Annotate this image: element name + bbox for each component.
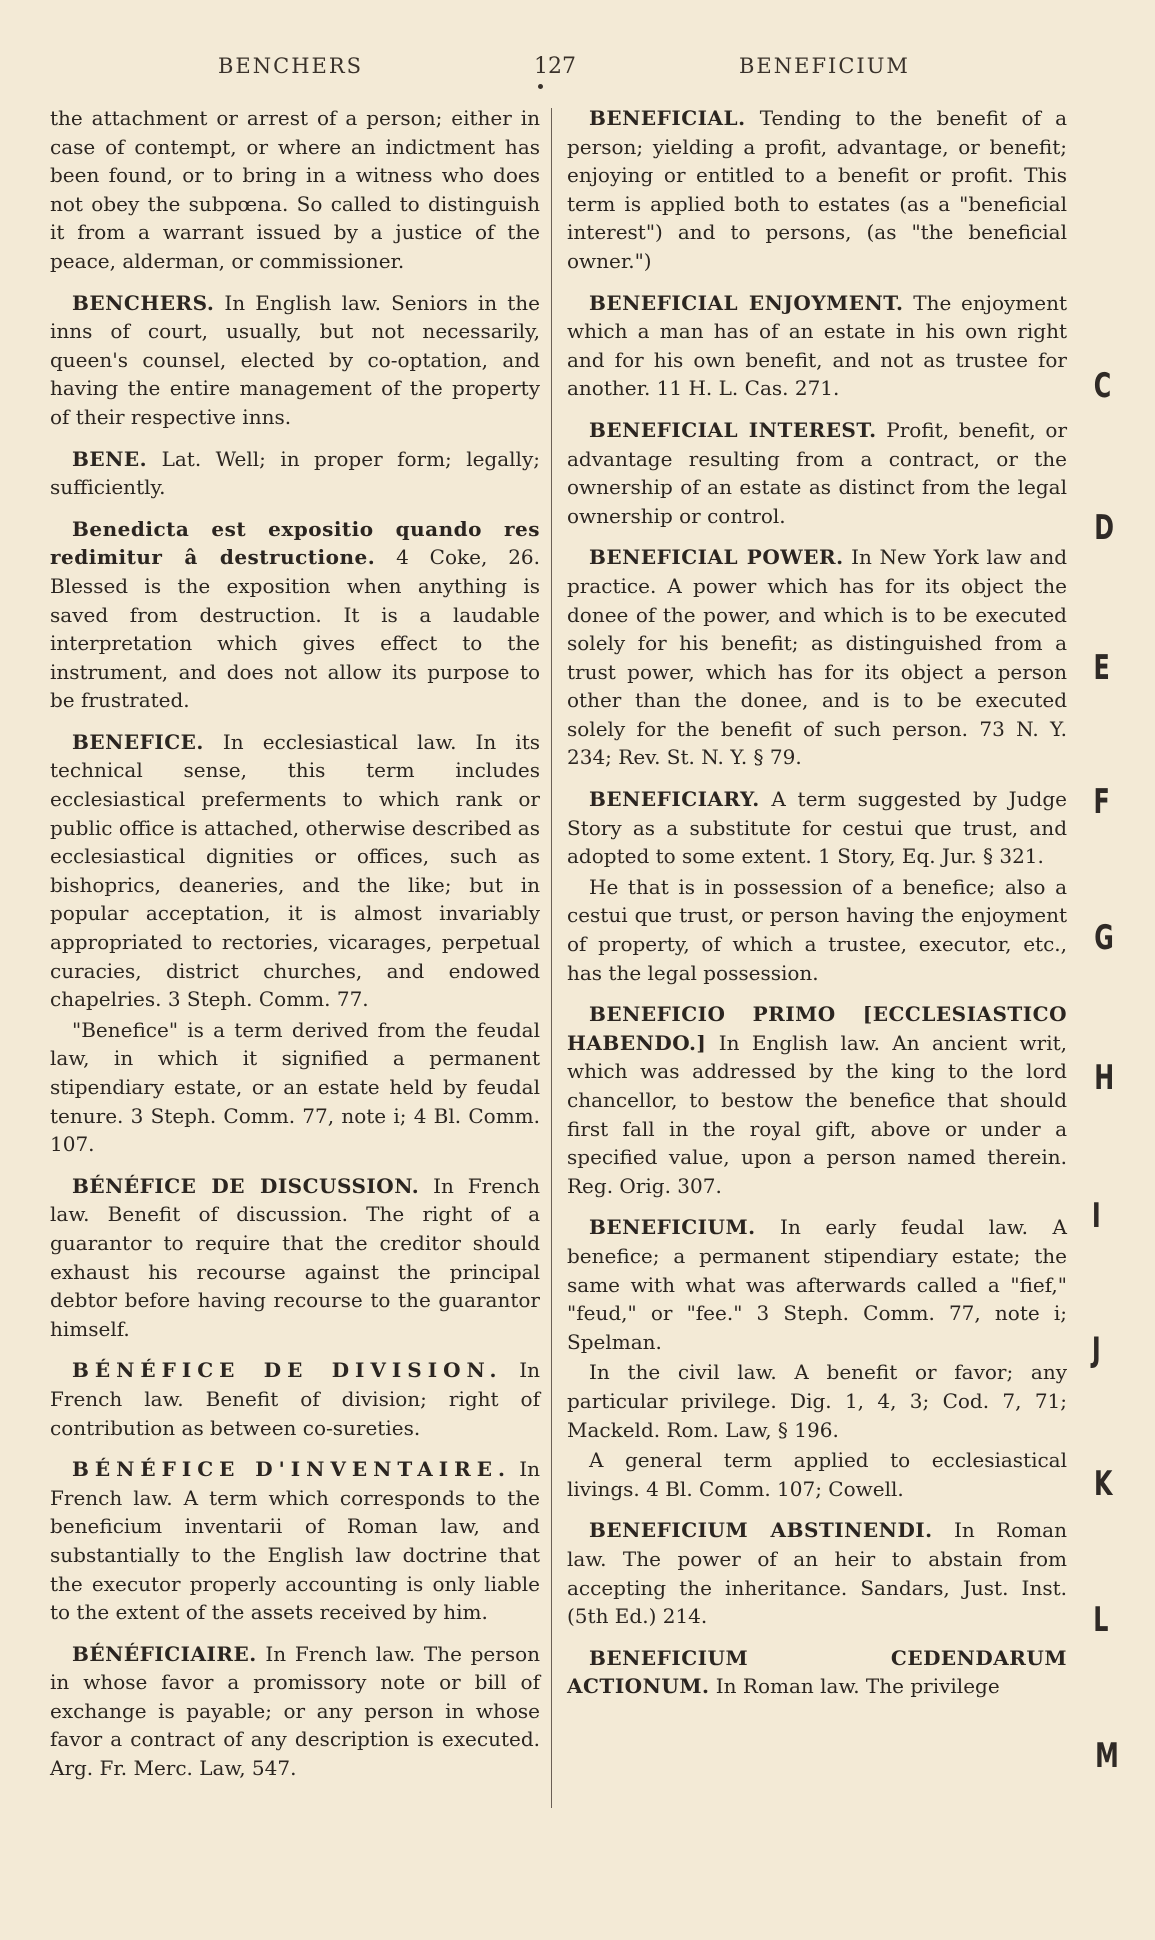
- thumb-index-letter: D: [1094, 508, 1114, 548]
- column-rule: [551, 108, 552, 1808]
- entry-text: In English law. An ancient writ, which was addressed by the king to the lord chancellor, to bestow the benefice that should first fall in the royal gift, above or under a specified value, upon a person named therein. Reg. Orig. 307.: [567, 1030, 1067, 1198]
- entry-text: In English law. Seniors in the inns of court, usually, but not necessarily, queen's counsel, elected by co-optation, and having the entire management of the property of their respective inns.: [50, 290, 540, 429]
- entry-term: BENEFICIAL INTEREST.: [589, 417, 877, 442]
- entry-text: 4 Coke, 26. Blessed is the exposition when anything is saved from destruction. It is a laudable interpretation which gives effect to the instrument, and does not allow its purpose to be frustrated.: [50, 545, 541, 713]
- entry-term: BÉNÉFICE D'INVENTAIRE.: [72, 1457, 511, 1482]
- entry-term: BÉNÉFICE DE DISCUSSION.: [72, 1173, 420, 1198]
- entry-text: In French law. Benefit of division; right of contribution as between co-sureties.: [50, 1358, 541, 1440]
- entry-term: BÉNÉFICE DE DIVISION.: [72, 1358, 503, 1383]
- entry-text: In early feudal law. A benefice; a permanent stipendiary estate; the same with what was afterwards called a "fief," "feud," or "fee." 3 Steph. Comm. 77, note i; Spelman.: [567, 1215, 1067, 1354]
- thumb-index-letter: K: [1093, 1464, 1113, 1504]
- entry-benefice-de-division: [50, 1356, 540, 1442]
- header-dot: [538, 84, 543, 89]
- left-column: [50, 104, 540, 1796]
- page-number: 127: [534, 54, 576, 79]
- entry-beneficial-enjoyment: [567, 289, 1067, 403]
- entry-beneficium: [567, 1213, 1067, 1503]
- entry-beneficial-power: [567, 543, 1067, 772]
- entry-beneficiary: [567, 785, 1067, 987]
- entry-benchers: [50, 289, 540, 432]
- running-head-right: BENEFICIUM: [739, 54, 910, 78]
- entry-text: A term suggested by Judge Story as a substitute for cestui que trust, and adopted to some extent. 1 Story, Eq. Jur. § 321.: [567, 787, 1067, 869]
- entry-text: He that is in possession of a benefice; also a cestui que trust, or person having the enjoyment of property, of which a trustee, executor, etc., has the legal possession.: [567, 874, 1067, 985]
- entry-term: BENEFICIO PRIMO [ECCLESIASTICO HABENDO.]: [567, 1002, 1067, 1055]
- entry-benefice-dinventaire: [50, 1455, 540, 1627]
- entry-benedicta: [50, 515, 540, 715]
- entry-term: BENEFICIUM CEDENDARUM ACTIONUM.: [567, 1645, 1067, 1699]
- entry-beneficial-interest: [567, 416, 1067, 530]
- entry-text: In ecclesiastical law. In its technical sense, this term includes ecclesiastical preferments to which rank or public office is attached, otherwise described as ecclesiastical dignities or offices, such as bishoprics, deaneries, and the like; but in popular acceptation, it is almost invariably appropriated to rectories, vicarages, perpetual curacies, district churches, and endowed chapelries. 3 Steph. Comm. 77.: [50, 729, 540, 1012]
- entry-term: BENEFICIAL.: [589, 106, 746, 130]
- entry-bene: [50, 445, 540, 502]
- thumb-index-letter: F: [1093, 782, 1110, 822]
- entry-term: BENE.: [72, 446, 148, 471]
- entry-term: BENEFICIAL POWER.: [589, 545, 844, 570]
- entry-text: Tending to the benefit of a person; yielding a profit, advantage, or benefit; enjoying or entitled to a benefit or profit. This term is applied both to estates (as a "beneficial interest") and to persons, (as "the beneficial owner."): [567, 106, 1067, 273]
- entry-text: Profit, benefit, or advantage resulting from a contract, or the ownership of an estate as distinct from the legal ownership or control.: [567, 417, 1067, 528]
- entry-text: In French law. Benefit of discussion. The right of a guarantor to require that the creditor should exhaust his recourse against the principal debtor before having recourse to the guarantor himself.: [50, 1173, 540, 1341]
- running-head-left: BENCHERS: [218, 54, 364, 78]
- entry-beneficium-cedendarum: [567, 1644, 1067, 1701]
- entry-text: In French law. A term which corresponds to the beneficium inventarii of Roman law, and substantially to the English law doctrine that the executor properly accounting is only liable to the extent of the assets received by him.: [50, 1457, 540, 1625]
- entry-term: BENEFICIUM ABSTINENDI.: [589, 1518, 933, 1543]
- entry-text: A general term applied to ecclesiastical livings. 4 Bl. Comm. 107; Cowell.: [567, 1448, 1067, 1501]
- entry-text: Lat. Well; in proper form; legally; sufficiently.: [50, 446, 540, 500]
- entry-text: In French law. The person in whose favor a promissory note or bill of exchange is payable; or any person in whose favor a contract of any description is executed. Arg. Fr. Merc. Law, 547.: [50, 1641, 540, 1781]
- entry-text: "Benefice" is a term derived from the feudal law, in which it signified a permanent stipendiary estate, or an estate held by feudal tenure. 3 Steph. Comm. 77, note i; 4 Bl. Comm. 107.: [50, 1017, 540, 1157]
- entry-beneficium-abstinendi: [567, 1516, 1067, 1630]
- entry-term: BENCHERS.: [72, 290, 215, 315]
- entry-text: In Roman law. The power of an heir to abstain from accepting the inheritance. Sandars, Just. Inst. (5th Ed.) 214.: [567, 1518, 1067, 1629]
- entry-text: In the civil law. A benefit or favor; any particular privilege. Dig. 1, 4, 3; Cod. 7, 71; Mackeld. Rom. Law, § 196.: [567, 1360, 1067, 1442]
- thumb-index-letter: H: [1094, 1058, 1115, 1098]
- entry-term: Benedicta est expositio quando res redimitur â destructione.: [50, 516, 540, 570]
- entry-term: BENEFICIAL ENJOYMENT.: [589, 290, 904, 315]
- thumb-index-letter: J: [1091, 1330, 1101, 1370]
- thumb-index-letter: M: [1095, 1736, 1119, 1776]
- entry-term: BENEFICIARY.: [589, 787, 760, 812]
- entry-benefice: [50, 728, 540, 1159]
- thumb-index-letter: I: [1091, 1196, 1101, 1236]
- thumb-index-letter: C: [1093, 366, 1112, 406]
- entry-term: BENEFICE.: [72, 729, 204, 754]
- entry-term: BENEFICIUM.: [589, 1215, 756, 1240]
- entry-term: BÉNÉFICIAIRE.: [72, 1641, 257, 1666]
- entry-beneficiaire: [50, 1640, 540, 1783]
- entry-beneficial: [567, 104, 1067, 276]
- right-column: [567, 104, 1067, 1714]
- thumb-index-letter: G: [1094, 918, 1114, 958]
- entry-benefice-de-discussion: [50, 1172, 540, 1344]
- entry-continuation: [50, 104, 540, 276]
- entry-beneficio-primo: [567, 1000, 1067, 1200]
- thumb-index-letter: L: [1093, 1600, 1109, 1640]
- entry-text: the attachment or arrest of a person; either in case of contempt, or where an indictment has been found, or to bring in a witness who does not obey the subpœna. So called to distinguish it from a warrant issued by a justice of the peace, alderman, or commissioner.: [50, 106, 540, 273]
- thumb-index-letter: E: [1093, 648, 1110, 688]
- entry-text: In New York law and practice. A power which has for its object the donee of the power, and which is to be executed solely for his benefit; as distinguished from a trust power, which has for its object a person other than the donee, and is to be executed solely for the benefit of such person. 73 N. Y. 234; Rev. St. N. Y. § 79.: [567, 545, 1068, 770]
- entry-text: In Roman law. The privilege: [709, 1674, 1000, 1699]
- entry-text: The enjoyment which a man has of an estate in his own right and for his own benefit, and not as trustee for another. 11 H. L. Cas. 271.: [567, 290, 1067, 401]
